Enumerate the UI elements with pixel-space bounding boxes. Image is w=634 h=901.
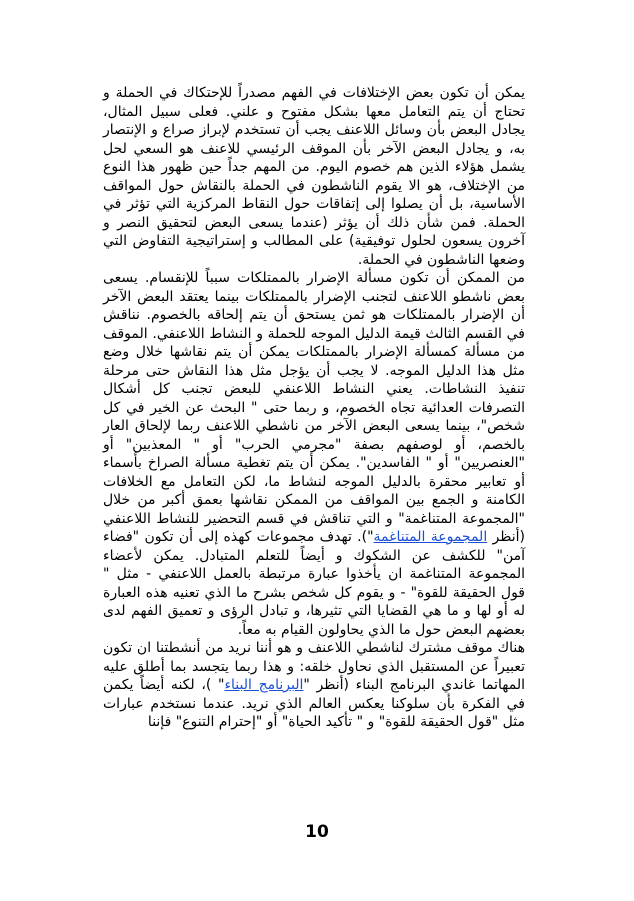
paragraph-3 (103, 639, 525, 732)
paragraph-text: " )، لكنه أيضاً يكمن في الفكرة بأن سلوكنا يعكس العالم الذي نريد. عندما نستخدم عبارات مثل "قول الحقيقة للقوة" و " تأكيد الحياة" أو "إحترام التنوع" فإننا (103, 677, 525, 730)
document-body (103, 84, 525, 732)
link-constructive-program[interactable]: البرنامج البناء (224, 677, 304, 693)
paragraph-text: يمكن أن تكون بعض الإختلافات في الفهم مصدراً للإحتكاك في الحملة و تحتاج أن يتم التعامل معها بشكل مفتوح و علني. فعلى سبيل المثال، يجادل البعض بأن وسائل اللاعنف يجب أن تستخدم لإبراز صراع و الإنتصار به، و يجادل البعض الآخر بأن الموقف الرئيسي للاعنف هو السعي لحل يشمل هؤلاء الذين هم خصوم اليوم. من المهم جداً حين ظهور هذا النوع من الإختلاف، هو الا يقوم الناشطون في الحملة بالنقاش حول المواقف الأساسية، بل أن يصلوا إلى إتفاقات حول النقاط المركزية التي تؤثر في الحملة. فمن شأن ذلك أن يؤثر (عندما يسعى البعض لتحقيق النصر و آخرون يسعون لحلول توفيقية) على المطالب و إستراتيجية التفاوض التي وضعها الناشطون في الحملة. (103, 85, 525, 268)
paragraph-text: هناك موقف مشترك لناشطي اللاعنف و هو أننا نريد من أنشطتنا ان تكون تعبيراً عن المستقبل الذي نحاول خلقه: و هذا ربما يتجسد بما أطلق عليه المهاتما غاندي البرنامج البناء (أنظر " (103, 640, 525, 693)
paragraph-2 (103, 269, 525, 639)
paragraph-text: من الممكن أن تكون مسألة الإضرار بالممتلكات سبباً للإنقسام. يسعى بعض ناشطو اللاعنف لتجنب الإضرار بالممتلكات بينما يعتقد البعض الآخر أن الإضرار بالممتلكات هو ثمن يستحق أن يتم إلحاقه بالخصوم. نناقش في القسم الثالث قيمة الدليل الموجه للحملة و النشاط اللاعنفي. الموقف من مسألة كمسألة الإضرار بالممتلكات يمكن أن يتم نقاشها خلال وضع مثل هذا الدليل الموجه. لا يجب أن يؤجل مثل هذا النقاش حتى مرحلة تنفيذ النشاطات. يعني النشاط اللاعنفي للبعض تجنب كل أشكال التصرفات العدائية تجاه الخصوم، و ربما حتى " البحث عن الخير في كل شخص"، بينما يسعى البعض الآخر من ناشطي اللاعنف ربما لإلحاق العار بالخصم، أو لوصفهم بصفة "مجرمي الحرب" أو " المعذبين" أو "العنصريين" أو " الفاسدين". يمكن أن يتم تغطية مسألة الصراخ بأسماء أو تعابير محقرة بالدليل الموجه لنشاط ما، لكن التعامل مع الخلافات الكامنة و الجمع بين المواقف من الممكن نقاشها بعمق أكبر من خلال "المجموعة المتناغمة" و التي تناقش في قسم التحضير للنشاط اللاعنفي (أنظر (103, 270, 525, 545)
paragraph-1 (103, 84, 525, 269)
link-harmony-group[interactable]: المجموعة المتناغمة (373, 529, 488, 545)
paragraph-text: "). تهدف مجموعات كهذه إلى أن تكون "فضاء آمن" للكشف عن الشكوك و أيضاً للتعلم المتبادل. يمكن لأعضاء المجموعة المتناغمة ان يأخذوا عبارة مرتبطة بالعمل اللاعنفي - مثل " قول الحقيقة للقوة" - و يقوم كل شخص بشرح ما الذي تعنيه هذه العبارة له أو لها و ما هي القضايا التي تثيرها، و تبادل الرؤى و تعميق الفهم لدى بعضهم البعض حول ما الذي يحاولون القيام به معاً. (103, 529, 525, 638)
page-number: 10 (305, 822, 329, 842)
